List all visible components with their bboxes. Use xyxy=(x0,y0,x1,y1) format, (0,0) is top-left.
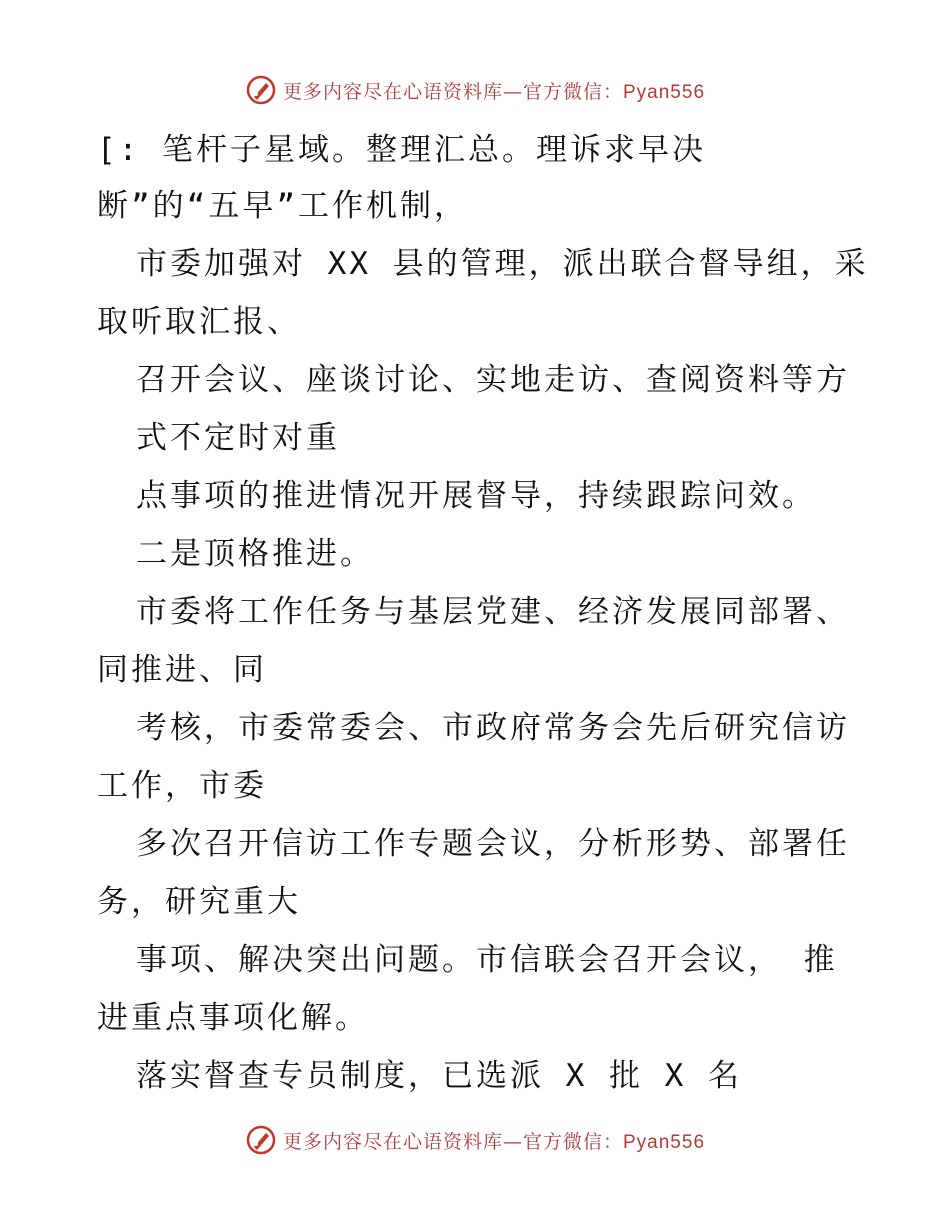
watermark-site: 更多内容尽在心语资料库 xyxy=(282,1130,503,1153)
body-line: 断”的“五早”工作机制， xyxy=(97,188,468,224)
watermark-wechat-label: 官方微信： xyxy=(522,1130,623,1153)
watermark-wechat-handle: Pyan556 xyxy=(623,81,706,103)
body-line: 多次召开信访工作专题会议，分析形势、部署任 xyxy=(136,826,850,862)
pen-logo-icon xyxy=(245,74,277,106)
watermark-site: 更多内容尽在心语资料库 xyxy=(282,80,503,103)
pen-logo-icon xyxy=(245,1124,277,1156)
watermark-separator: — xyxy=(502,1130,523,1153)
header-watermark xyxy=(0,70,950,110)
body-line: 工作，市委 xyxy=(97,768,267,804)
footer-watermark xyxy=(0,1120,950,1160)
body-line: 二是顶格推进。 xyxy=(136,536,374,572)
watermark-text xyxy=(283,1127,705,1154)
body-line: 事项、解决突出问题。市信联会召开会议， 推 xyxy=(136,942,838,978)
body-line: 取听取汇报、 xyxy=(97,304,301,340)
body-line: 落实督查专员制度，已选派 X 批 X 名 xyxy=(136,1058,742,1094)
watermark-wechat-handle: Pyan556 xyxy=(623,1131,706,1153)
body-line: 式不定时对重 xyxy=(136,420,340,456)
body-line: 市委将工作任务与基层党建、经济发展同部署、 xyxy=(136,594,850,630)
body-line: 召开会议、座谈讨论、实地走访、查阅资料等方 xyxy=(136,362,850,398)
body-line: 考核，市委常委会、市政府常务会先后研究信访 xyxy=(136,710,850,746)
body-line: 市委加强对 XX 县的管理，派出联合督导组，采 xyxy=(136,246,869,282)
watermark-text xyxy=(283,77,705,104)
watermark-separator: — xyxy=(502,80,523,103)
watermark-wechat-label: 官方微信： xyxy=(522,80,623,103)
body-line: 进重点事项化解。 xyxy=(97,1000,369,1036)
body-line: 同推进、同 xyxy=(97,652,267,688)
body-line: 点事项的推进情况开展督导，持续跟踪问效。 xyxy=(136,478,816,514)
body-line: [: 笔杆子星域。整理汇总。理诉求早决 xyxy=(97,132,706,168)
body-line: 务，研究重大 xyxy=(97,884,301,920)
